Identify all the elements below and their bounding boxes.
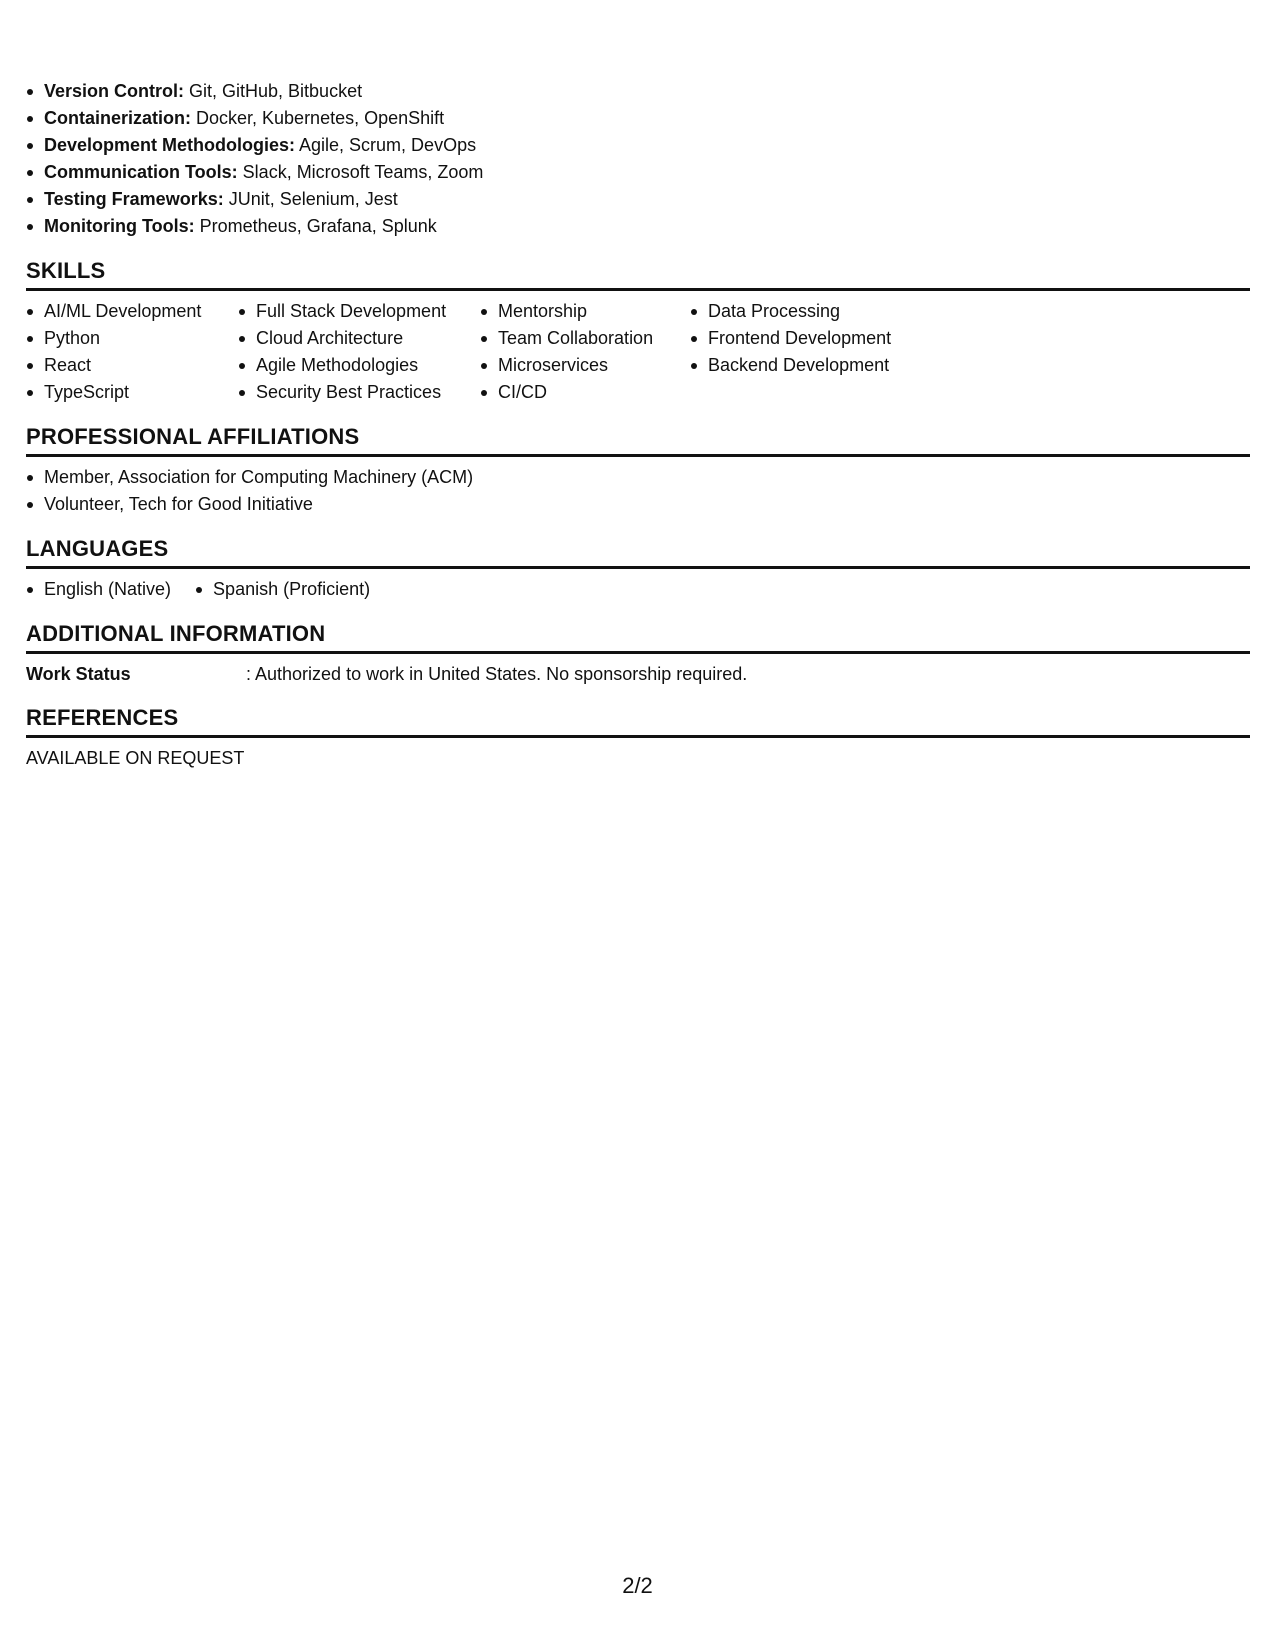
list-item xyxy=(26,186,1250,213)
additional-info-section xyxy=(26,620,1250,687)
languages-list xyxy=(26,576,1250,603)
tool-values: JUnit, Selenium, Jest xyxy=(223,189,398,209)
tool-values: Agile, Scrum, DevOps xyxy=(295,135,477,155)
skill-item: AI/ML Development xyxy=(26,298,216,325)
skill-item: Security Best Practices xyxy=(238,379,458,406)
tool-values: Git, GitHub, Bitbucket xyxy=(184,81,363,101)
tools-list xyxy=(26,78,1250,240)
references-section xyxy=(26,704,1250,771)
section-title-affiliations: PROFESSIONAL AFFILIATIONS xyxy=(26,423,1250,457)
list-item xyxy=(26,213,1250,240)
languages-section xyxy=(26,535,1250,603)
tool-category: Containerization: xyxy=(44,108,191,128)
language-item: English (Native) xyxy=(26,576,171,603)
skill-item: CI/CD xyxy=(480,379,668,406)
tool-category: Communication Tools: xyxy=(44,162,238,182)
list-item: Member, Association for Computing Machinery (ACM) xyxy=(26,464,1250,491)
skill-item: Team Collaboration xyxy=(480,325,668,352)
skill-item: Cloud Architecture xyxy=(238,325,458,352)
skill-item: Python xyxy=(26,325,216,352)
skills-column xyxy=(26,298,216,406)
tool-category: Testing Frameworks: xyxy=(44,189,224,209)
affiliations-section xyxy=(26,423,1250,518)
list-item: Volunteer, Tech for Good Initiative xyxy=(26,491,1250,518)
list-item xyxy=(26,159,1250,186)
tool-values: Docker, Kubernetes, OpenShift xyxy=(191,108,445,128)
skills-column xyxy=(690,298,920,406)
tool-values: Slack, Microsoft Teams, Zoom xyxy=(237,162,484,182)
references-text: AVAILABLE ON REQUEST xyxy=(26,748,245,768)
list-item xyxy=(26,132,1250,159)
skill-item: Backend Development xyxy=(690,352,920,379)
resume-page xyxy=(26,78,1250,771)
skill-item: Microservices xyxy=(480,352,668,379)
skill-item: Data Processing xyxy=(690,298,920,325)
skills-grid xyxy=(26,298,1250,406)
list-item xyxy=(26,78,1250,105)
tool-category: Monitoring Tools: xyxy=(44,216,195,236)
skill-item: Agile Methodologies xyxy=(238,352,458,379)
skill-item: Mentorship xyxy=(480,298,668,325)
skill-item: TypeScript xyxy=(26,379,216,406)
tool-category: Development Methodologies: xyxy=(44,135,296,155)
section-title-additional-info: ADDITIONAL INFORMATION xyxy=(26,620,1250,654)
affiliations-list xyxy=(26,464,1250,518)
work-status-value: : Authorized to work in United States. No sponsorship required. xyxy=(246,664,748,684)
skill-item: Full Stack Development xyxy=(238,298,458,325)
page-number: 2/2 xyxy=(622,1573,653,1598)
work-status-label: Work Status xyxy=(26,664,131,684)
work-status-row xyxy=(26,661,1250,687)
skills-column xyxy=(238,298,458,406)
language-item: Spanish (Proficient) xyxy=(195,576,370,603)
section-title-references: REFERENCES xyxy=(26,704,1250,738)
section-title-languages: LANGUAGES xyxy=(26,535,1250,569)
section-title-skills: SKILLS xyxy=(26,257,1250,291)
skills-column xyxy=(480,298,668,406)
tool-values: Prometheus, Grafana, Splunk xyxy=(194,216,437,236)
skill-item: Frontend Development xyxy=(690,325,920,352)
tool-category: Version Control: xyxy=(44,81,185,101)
skill-item: React xyxy=(26,352,216,379)
list-item xyxy=(26,105,1250,132)
skills-section xyxy=(26,257,1250,406)
